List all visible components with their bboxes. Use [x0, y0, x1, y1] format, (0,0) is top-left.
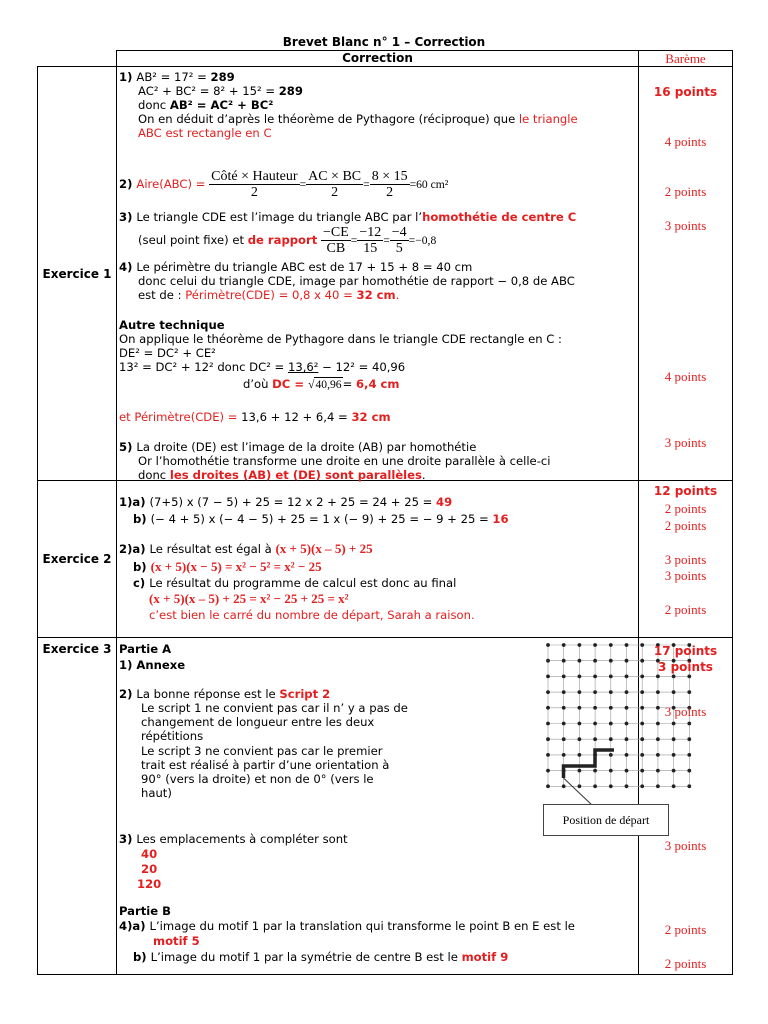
q2-fraction-2: $\frac{AC \times BC}{2}$ — [308, 169, 362, 200]
q5-number: 5) — [119, 440, 137, 454]
q3-text: Le triangle CDE est l’image du triangle ABC par l’ — [136, 210, 423, 224]
ex1-points-q2: 2 points — [664, 184, 707, 199]
ex3-q3-text: Les emplacements à compléter sont — [136, 832, 348, 846]
exercise-2-content — [117, 481, 639, 638]
grid-dot — [593, 643, 597, 647]
grid-dot — [609, 690, 613, 694]
grid-dot — [609, 706, 613, 710]
q1-line2-result: 289 — [278, 84, 303, 98]
q4-line2: donc celui du triangle CDE, image par homothétie de rapport − 0,8 de ABC — [138, 274, 575, 288]
grid-dot — [593, 690, 597, 694]
document-title: Brevet Blanc n° 1 – Correction — [282, 35, 486, 49]
ex3-points-q1: 3 points — [658, 660, 713, 674]
alt-line2: DE² = DC² + CE² — [119, 346, 216, 360]
grid-dot — [609, 737, 613, 741]
exercise-3-label: Exercice 3 — [38, 638, 117, 975]
ex2-points-1a: 2 points — [664, 501, 707, 516]
header-bareme: Barème — [639, 51, 733, 67]
ex3-q1-annexe: 1) Annexe — [119, 658, 186, 672]
q1-line5: ABC est rectangle en C — [138, 126, 272, 140]
grid-dot — [546, 659, 550, 663]
ex3-q2-line8: haut) — [141, 786, 172, 800]
ex1-points-q3: 3 points — [664, 218, 707, 233]
grid-dot — [546, 690, 550, 694]
alt-perimeter: Périmètre(CDE) = — [134, 410, 242, 424]
q1-number: 1) — [119, 70, 137, 84]
start-position-label: Position de départ — [543, 804, 669, 836]
grid-dot — [562, 722, 566, 726]
q5-line2: Or l’homothétie transforme une droite en une droite parallèle à celle-ci — [138, 454, 551, 468]
ex2-q2c-conclusion: c’est bien le carré du nombre de départ, Sarah a raison. — [149, 608, 475, 622]
grid-dot — [593, 784, 597, 788]
ex1-total-points: 16 points — [653, 85, 718, 99]
grid-dot — [593, 659, 597, 663]
grid-dot — [593, 722, 597, 726]
exercise-1-row — [38, 67, 733, 481]
grid-dot — [578, 769, 582, 773]
grid-dot — [578, 659, 582, 663]
grid-dot — [625, 722, 629, 726]
q1-line4-conclusion: le triangle — [518, 112, 578, 126]
ex2-q2c-number: c) — [133, 576, 150, 590]
grid-dot — [609, 769, 613, 773]
q1-line3: donc — [138, 98, 170, 112]
ex2-q1b-result: 16 — [492, 512, 509, 526]
ex2-points-2b: 3 points — [664, 568, 707, 583]
grid-dot — [609, 643, 613, 647]
grid-dot — [625, 784, 629, 788]
ex3-q2-line7: 90° (vers la droite) et non de 0° (vers le — [141, 772, 374, 786]
ex2-points-1b: 2 points — [664, 518, 707, 533]
q2-fraction-1: $\frac{\text{Côté × Hauteur}}{2}$ — [211, 169, 298, 200]
grid-dot — [562, 690, 566, 694]
ex2-q1b-text: (− 4 + 5) x (− 4 − 5) + 25 = 1 x (− 9) + 25 = − 9 + 25 = — [150, 512, 493, 526]
grid-dot — [562, 737, 566, 741]
ex3-q4b-answer: motif 9 — [461, 950, 509, 964]
grid-dot — [593, 706, 597, 710]
ex2-q2a-expression: (x + 5)(x – 5) + 25 — [275, 541, 373, 556]
ex3-q2-answer: Script 2 — [279, 687, 331, 701]
grid-dot — [625, 706, 629, 710]
ex3-q2-line6: trait est réalisé à partir d’une orientation à — [141, 758, 390, 772]
q2-fraction-3: $\frac{8 \times 15}{2}$ — [371, 169, 408, 200]
grid-dot — [578, 722, 582, 726]
ex3-total-points: 17 points — [653, 644, 718, 658]
grid-dot — [546, 675, 550, 679]
ex1-points-q5: 3 points — [664, 435, 707, 450]
alt-dc: DC = — [272, 377, 309, 391]
ex3-q3-value-1: 40 — [141, 847, 158, 861]
grid-dot — [546, 784, 550, 788]
header-row — [38, 51, 733, 67]
q4-perimeter: Périmètre(CDE) = 0,8 x 40 = — [185, 288, 357, 302]
alt-dc-result: 6,4 cm — [355, 377, 400, 391]
grid-dot — [578, 643, 582, 647]
ex2-total-points: 12 points — [653, 484, 718, 498]
alt-line3: 13² = DC² + 12² donc DC² = — [119, 360, 288, 374]
grid-dot — [625, 690, 629, 694]
grid-dot — [578, 784, 582, 788]
grid-dot — [625, 737, 629, 741]
alt-line4: d’où — [243, 377, 273, 391]
exercise-3-points — [639, 638, 733, 975]
grid-dot — [562, 675, 566, 679]
q2-label: Aire(ABC) = — [136, 177, 206, 191]
q4-number: 4) — [119, 260, 137, 274]
ex3-q2-line4: répétitions — [141, 729, 204, 743]
q1-line2: AC² + BC² = 8² + 15² = — [138, 84, 279, 98]
alt-line5: et — [119, 410, 135, 424]
grid-dot — [578, 753, 582, 757]
ex2-q1b-number: b) — [133, 512, 151, 526]
header-blank — [38, 51, 117, 67]
ex2-q2c-text: Le résultat du programme de calcul est donc au final — [149, 576, 457, 590]
ex3-points-q4a: 2 points — [664, 922, 707, 937]
q1-text: AB² = 17² = — [136, 70, 211, 84]
grid-dot — [609, 753, 613, 757]
q1-result: 289 — [210, 70, 235, 84]
ex2-points-2c: 2 points — [664, 602, 707, 617]
grid-dot — [593, 737, 597, 741]
grid-dot — [562, 643, 566, 647]
ex3-points-q2: 3 points — [664, 704, 707, 719]
grid-dot — [593, 769, 597, 773]
ex3-q3-value-2: 20 — [141, 862, 158, 876]
ex3-points-q4b: 2 points — [664, 956, 707, 971]
ex3-q4a-answer: motif 5 — [153, 934, 200, 948]
q3-fraction-3: $\frac{-4}{5}$ — [391, 225, 407, 256]
grid-dot — [578, 675, 582, 679]
ex3-q2-line5: Le script 3 ne convient pas car le premier — [141, 744, 383, 758]
exercise-1-points — [639, 67, 733, 481]
alt-perimeter-result: 32 cm — [351, 410, 391, 424]
grid-dot — [546, 706, 550, 710]
ex2-q2b-number: b) — [133, 560, 151, 574]
grid-dot — [625, 753, 629, 757]
correction-table — [37, 50, 733, 975]
ex2-q2a-text: Le résultat est égal à — [149, 542, 276, 556]
ex2-q1a-text: (7+5) x (7 − 5) + 25 = 12 x 2 + 25 = 24 + 25 = — [149, 495, 437, 509]
grid-dot — [546, 769, 550, 773]
ex3-q4b-text: L’image du motif 1 par la symétrie de centre B est le — [150, 950, 462, 964]
ex2-q1a-number: 1)a) — [119, 495, 150, 509]
ex3-partB-title: Partie B — [119, 904, 171, 918]
grid-dot — [562, 784, 566, 788]
ex3-q3-value-3: 120 — [137, 877, 162, 891]
q5-conclusion: les droites (AB) et (DE) sont parallèles — [169, 468, 422, 482]
q3-fraction-1: $\frac{-CE}{CB}$ — [322, 225, 349, 256]
grid-dot — [578, 690, 582, 694]
exercise-1-content: 1) AB² = 17² = 289 AC² + BC² = 8² + 15² = 289 donc AB² = AC² + BC² On en déduit d’après le théorème de Pythagore (réciproque) que le triangle ABC est rectangle en C 2) Aire(ABC) = $\frac{\text{Côté × Hauteur}}{2}$ = $\frac{AC \times BC}{2}$ = $\frac{8 \times 15}{2}$ =60 cm² 3) Le triangle CDE est l’image du triangle ABC par l’homothétie de centre C (seul point fixe) et de rapport $\frac{-CE}{CB}$ = $\frac{-12}{15}$ = $\frac{-4}{5}$ =−0,8 4) Le périmètre du triangle ABC est de 17 + 15 + 8 = 40 cm donc celui du triangle CDE, image par homothétie de rapport − 0,8 de ABC est de : Périmètre(CDE) = 0,8 x 40 = 32 cm. Autre technique On applique le théorème de Pythagore dans le triangle CDE rectangle en C : DE² = DC² + CE² 13² = DC² + 12² donc DC² = 13,6² − 12² = 40,96 d’où DC = √40,96= 6,4 cm et Périmètre(CDE) = 13,6 + 12 + 6,4 = 32 cm 5) La droite (DE) est l’image de la droite (AB) par homothétie Or l’homothétie transforme une droite en une droite parallèle à celle-ci donc les droites (AB) et (DE) sont parallèles. — [117, 67, 639, 481]
exercise-2-label: Exercice 2 — [38, 481, 117, 638]
grid-dot — [609, 722, 613, 726]
q3-line2: (seul point fixe) et — [138, 233, 248, 247]
grid-dot — [578, 737, 582, 741]
ex3-q2-number: 2) — [119, 687, 137, 701]
exercise-3-row — [38, 638, 733, 975]
grid-dot — [578, 706, 582, 710]
alt-sqrt: 40,96 — [315, 378, 342, 391]
script-path — [564, 750, 615, 778]
start-pointer-line — [564, 778, 594, 806]
q2-result: =60 cm² — [409, 178, 449, 191]
q3-number: 3) — [119, 210, 137, 224]
grid-dot — [625, 643, 629, 647]
grid-dot — [609, 675, 613, 679]
exercise-3-content — [117, 638, 650, 975]
ex2-q2b-expression: (x + 5)(x − 5) = x² − 5² = x² − 25 — [150, 559, 322, 574]
grid-dot — [546, 643, 550, 647]
alt-line1: On applique le théorème de Pythagore dans le triangle CDE rectangle en C : — [119, 332, 562, 346]
grid-dot — [625, 659, 629, 663]
q2-number: 2) — [119, 177, 137, 191]
grid-dot — [546, 722, 550, 726]
ex3-q3-number: 3) — [119, 832, 137, 846]
ex3-partA-title: Partie A — [119, 642, 172, 656]
grid-dot — [609, 659, 613, 663]
ex3-q2-line3: changement de longueur entre les deux — [141, 715, 375, 729]
exercise-2-row — [38, 481, 733, 638]
q4-result: 32 cm — [356, 288, 396, 302]
grid-dot — [546, 753, 550, 757]
grid-dot — [562, 659, 566, 663]
ex3-q2-text: La bonne réponse est le — [136, 687, 280, 701]
ex2-q2a-number: 2)a) — [119, 542, 150, 556]
ex3-q4a-number: 4)a) — [119, 919, 150, 933]
q4-line3: est de : — [138, 288, 186, 302]
exercise-1-label: Exercice 1 — [38, 67, 117, 481]
grid-dot — [593, 675, 597, 679]
ex3-q4b-number: b) — [133, 950, 151, 964]
grid-dot — [609, 784, 613, 788]
q3-fraction-2: $\frac{-12}{15}$ — [359, 225, 382, 256]
ex3-points-q3: 3 points — [664, 838, 707, 853]
exercise-2-points — [639, 481, 733, 638]
ex3-q4a-text: L’image du motif 1 par la translation qui transforme le point B en E est le — [149, 919, 575, 933]
grid-dot — [562, 706, 566, 710]
q3-result: =−0,8 — [408, 234, 437, 247]
q5-text: La droite (DE) est l’image de la droite (AB) par homothétie — [136, 440, 477, 454]
ex1-points-q4: 4 points — [664, 369, 707, 384]
q4-text: Le périmètre du triangle ABC est de 17 + 15 + 8 = 40 cm — [136, 260, 473, 274]
q1-line3-equality: AB² = AC² + BC² — [169, 98, 274, 112]
ex2-q2c-expression: (x + 5)(x – 5) + 25 = x² − 25 + 25 = x² — [149, 591, 349, 606]
ex1-points-q1: 4 points — [664, 134, 707, 149]
q1-line4: On en déduit d’après le théorème de Pythagore (réciproque) que — [138, 112, 519, 126]
q3-center: homothétie de centre C — [422, 210, 577, 224]
grid-dot — [625, 675, 629, 679]
q5-line3: donc — [138, 468, 170, 482]
q3-ratio-label: de rapport — [247, 233, 318, 247]
ex2-q1a-result: 49 — [436, 495, 453, 509]
alt-technique-title: Autre technique — [119, 318, 225, 332]
ex2-points-2a: 3 points — [664, 552, 707, 567]
grid-dot — [625, 769, 629, 773]
grid-dot — [546, 737, 550, 741]
grid-dot — [562, 753, 566, 757]
header-correction: Correction — [117, 51, 639, 67]
ex3-q2-line2: Le script 1 ne convient pas car il n’ y a pas de — [141, 701, 408, 715]
